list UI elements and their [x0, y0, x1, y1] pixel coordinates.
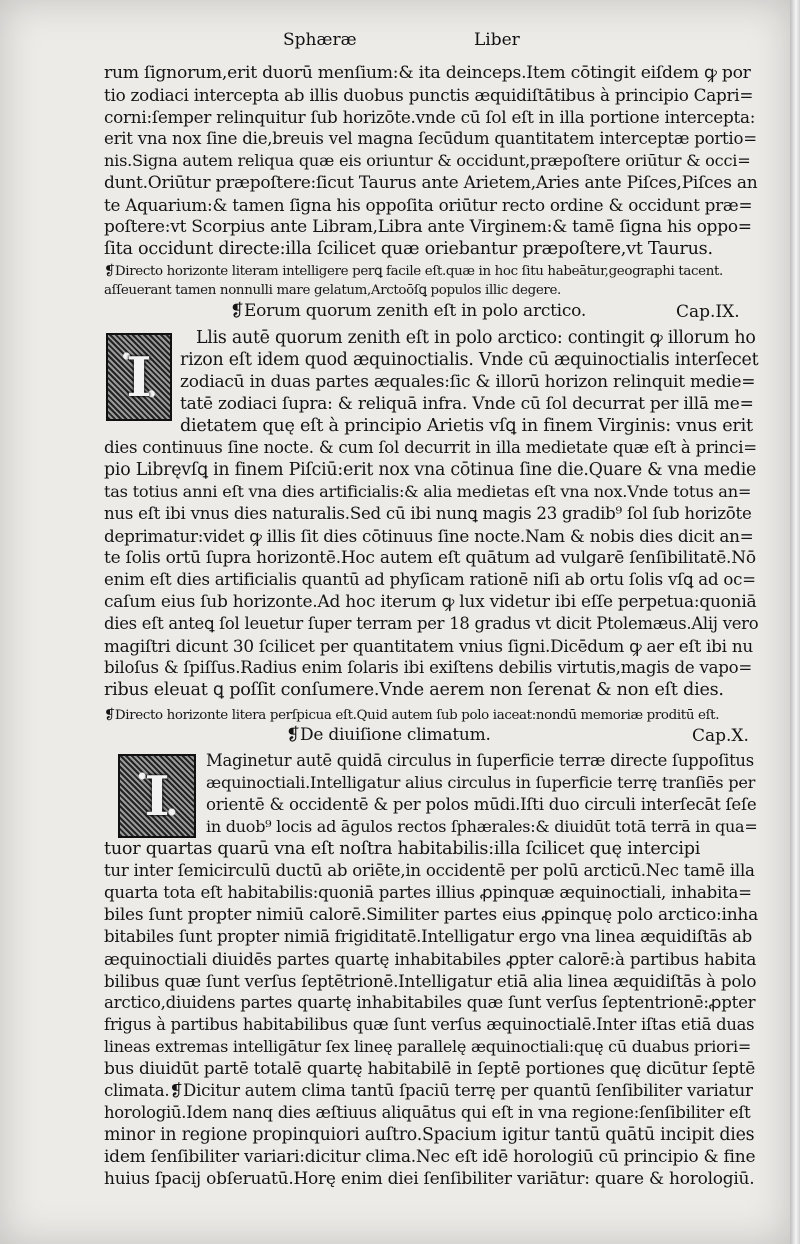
text-line: rizon eſt idem quod æquinoctialis. Vnde cū æquinoctialis interſecet — [180, 350, 759, 370]
text-line: bilibus quæ ſunt verſus ſeptētrionē.Intelligatur etiā alia linea æquidiſtās à polo — [104, 971, 757, 991]
note-line: ❡Directo horizonte litera perſpicua eſt.Quid autem ſub polo iaceat:nondū memoriæ proditū eſt. — [104, 708, 720, 723]
text-line: orientē & occidentē & per polos mūdi.Iſti duo circuli interſecāt ſeſe — [206, 795, 757, 814]
text-line: dies continuus ſine nocte. & cum ſol decurrit in illa medietate quæ eſt à princi= — [104, 438, 757, 457]
text-line: zodiacū in duas partes æquales:ſic & illorū horizon relinquit medie= — [180, 372, 756, 392]
decorated-initial — [118, 754, 196, 838]
text-line: arctico,diuidens partes quartę inhabitabiles quæ ſunt verſus ſeptentrionē:ꝓpter — [104, 993, 756, 1012]
text-line: nis.Signa autem reliqua quæ eis oriuntur & occidunt,præpoſtere oriūtur & occi= — [104, 151, 751, 170]
text-line: in duob⁹ locis ad āgulos rectos ſphærales:& diuidūt totā terrā in qua= — [206, 817, 758, 836]
text-line: bitabiles ſunt propter nimiā frigiditatē.Intelligatur ergo vna linea æquidiſtās ab — [104, 927, 752, 946]
text-line: te Aquarium:& tamen ſigna his oppoſita oriūtur recto ordine & occidunt præ= — [104, 195, 753, 215]
text-line: huius ſpacij obſeruatū.Horę enim diei ſenſibiliter variātur: quare & horologiū. — [104, 1169, 755, 1189]
chapter-number: Cap.X. — [692, 726, 749, 746]
initial-letter: I — [126, 345, 152, 409]
text-line: te ſolis ortū ſupra horizontē.Hoc autem eſt quātum ad vulgarē ſenſibilitatē.Nō — [104, 548, 756, 568]
running-head-right: Liber — [474, 30, 520, 50]
text-line: biles ſunt propter nimiū calorē.Similiter partes eius ꝓpinquę polo arctico:inha — [104, 905, 758, 925]
text-line: quarta tota eſt habitabilis:quoniā partes illius ꝓpinquæ æquinoctiali, inhabita= — [104, 883, 752, 902]
text-line: Llis autē quorum zenith eſt in polo arctico: contingit ꝙ illorum ho — [196, 328, 756, 348]
text-line: dietatem quę eſt à principio Arietis vſꝗ in finem Virginis: vnus erit — [180, 416, 753, 436]
text-line: biloſus & ſpiſſus.Radius enim ſolaris ibi exiſtens debilis virtutis,magis de vapo= — [104, 658, 753, 677]
text-line: nus eſt ibi vnus dies naturalis.Sed cū ibi nunꝗ magis 23 gradib⁹ ſol ſub horizōte — [104, 504, 752, 523]
text-line: climata.❡Dicitur autem clima tantū ſpaciū terrę per quantū ſenſibiliter variatur — [104, 1081, 753, 1100]
text-line: lineas extremas intelligātur ſex lineę parallelę æquinoctiali:quę cū duabus priori= — [104, 1037, 751, 1056]
page-edge — [790, 0, 800, 1244]
text-line: pio Libręvſꝗ in finem Piſciū:erit nox vna cōtinua ſine die.Quare & vna medie — [104, 460, 757, 480]
note-line: ❡Directo horizonte literam intelligere perꝗ facile eſt.quæ in hoc ſitu habeātur,geographi tacent. — [104, 264, 723, 279]
text-line: bus diuidūt partē totalē quartę habitabilē in ſeptē portiones quę dicūtur ſeptē — [104, 1059, 756, 1079]
text-line: dies eſt anteꝗ ſol leuetur ſuper terram per 18 gradus vt dicit Ptolemæus.Alij vero — [104, 614, 759, 633]
section-heading: ❡De diuiſione climatum. — [286, 725, 491, 745]
running-head — [0, 30, 790, 54]
text-line: erit vna nox ſine die,breuis vel magna ſecūdum quantitatem interceptæ portio= — [104, 129, 757, 148]
text-line: caſum eius ſub horizonte.Ad hoc iterum ꝙ lux videtur ibi eſſe perpetua:quoniā — [104, 592, 757, 612]
text-line: æquinoctiali.Intelligatur alius circulus in ſuperficie terrę tranſiēs per — [206, 773, 756, 792]
text-line: ribus eleuat ꝗ poſſit conſumere.Vnde aerem non ſerenat & non eſt dies. — [104, 680, 724, 700]
text-line: rum ſignorum,erit duorū menſium:& ita deinceps.Item cōtingit eiſdem ꝙ por — [104, 63, 751, 83]
running-head-left: Sphæræ — [283, 30, 357, 50]
chapter-number: Cap.IX. — [676, 302, 740, 322]
text-line: horologiū.Idem nanq dies æſtiuus aliquātus qui eſt in vna regione:ſenſibiliter eſt — [104, 1103, 751, 1122]
initial-letter: I — [144, 764, 170, 828]
text-line: tatē zodiaci ſupra: & reliquā infra. Vnde cū ſol decurrat per illā me= — [180, 394, 754, 414]
text-line: enim eſt dies artificialis quantū ad phyſicam rationē niſi ab ortu ſolis vſꝗ ad oc= — [104, 570, 756, 589]
text-line: ſita occidunt directe:illa ſcilicet quæ oriebantur præpoſtere,vt Taurus. — [104, 239, 713, 259]
text-line: tur inter ſemicirculū ductū ab oriēte,in occidentē per polū arcticū.Nec tamē illa — [104, 861, 755, 880]
text-line: Maginetur autē quidā circulus in ſuperficie terræ directe ſuppoſitus — [206, 751, 754, 770]
decorated-initial — [106, 333, 172, 421]
text-line: frigus à partibus habitabilibus quæ ſunt verſus æquinoctialē.Inter iſtas etiā duas — [104, 1015, 755, 1034]
text-line: tuor quartas quarū vna eſt noſtra habitabilis:illa ſcilicet quę intercipi — [104, 839, 701, 859]
text-line: æquinoctiali diuidēs partes quartę inhabitabiles ꝓpter calorē:à partibus habita — [104, 949, 757, 969]
text-line: corni:ſemper relinquitur ſub horizōte.vnde cū ſol eſt in illa portione intercepta: — [104, 107, 756, 127]
text-line: idem ſenſibiliter variari:dicitur clima.Nec eſt idē horologiū cū principio & fine — [104, 1147, 756, 1167]
text-line: minor in regione propinquiori auſtro.Spacium igitur tantū quātū incipit dies — [104, 1125, 755, 1145]
text-line: tas totius anni eſt vna dies artificialis:& alia medietas eſt vna nox.Vnde totus an= — [104, 482, 752, 501]
text-line: tio zodiaci intercepta ab illis duobus punctis æquidiſtātibus à principio Capri= — [104, 85, 754, 105]
text-line: dunt.Oriūtur præpoſtere:ſicut Taurus ante Arietem,Aries ante Piſces,Piſces an — [104, 173, 758, 193]
text-line: magiſtri dicunt 30 ſcilicet per quantitatem vnius ſigni.Dicēdum ꝙ aer eſt ibi nu — [104, 636, 753, 656]
section-heading: ❡Eorum quorum zenith eſt in polo arctico. — [230, 301, 586, 321]
text-line: poſtere:vt Scorpius ante Libram,Libra ante Virginem:& tamē ſigna his oppo= — [104, 217, 752, 237]
text-line: deprimatur:videt ꝙ illis ſit dies cōtinuus ſine nocte.Nam & nobis dies dicit an= — [104, 526, 754, 546]
note-line: aſſeuerant tamen nonnulli mare gelatum,Arctoōſꝗ populos illic degere. — [104, 283, 561, 298]
